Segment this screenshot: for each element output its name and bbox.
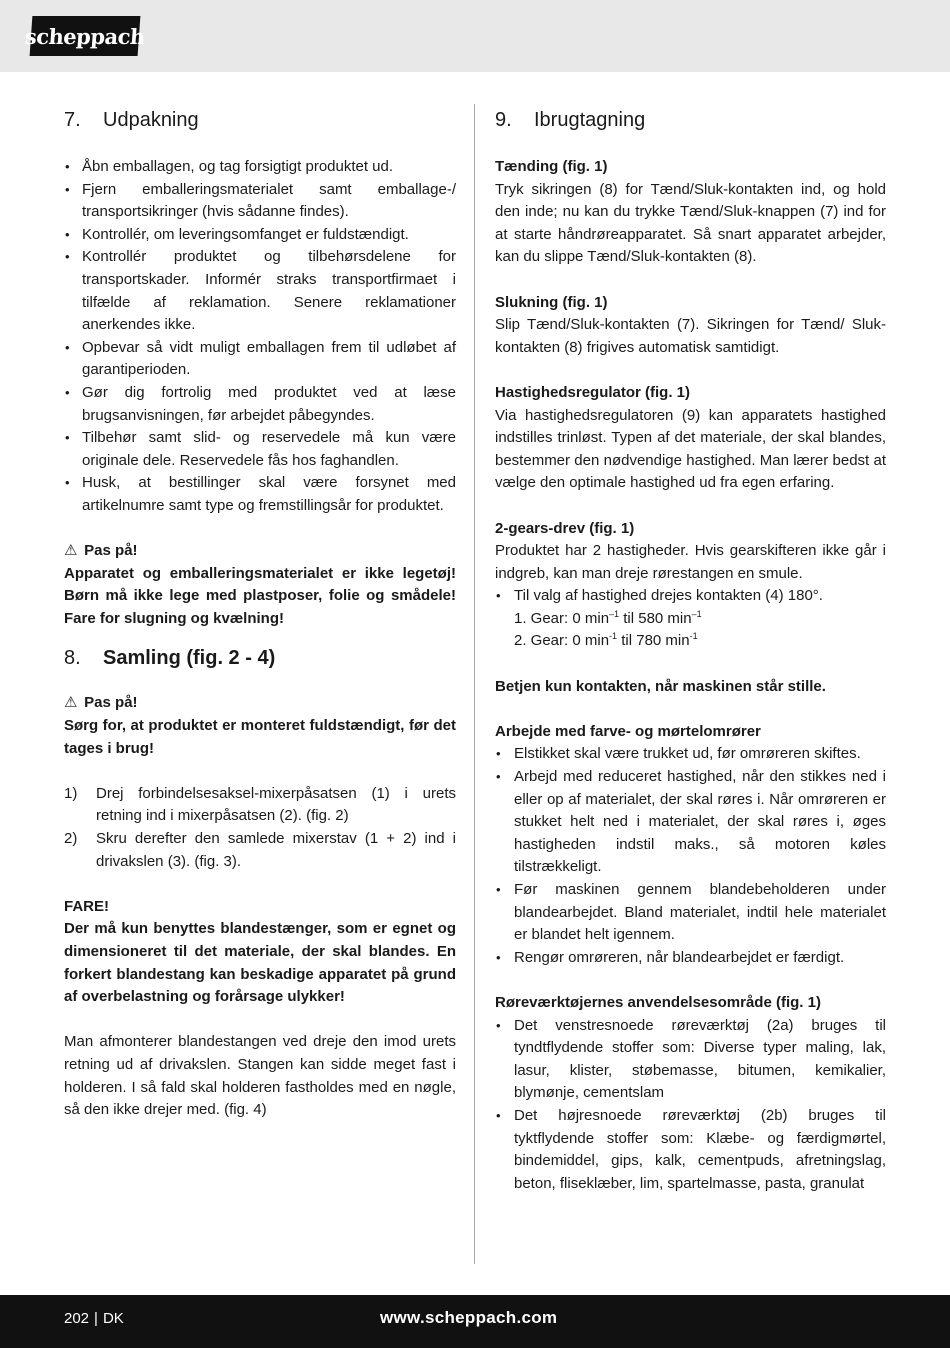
warning-label: Pas på!: [84, 694, 138, 712]
gear-values: [495, 608, 886, 653]
paragraph: Tryk sikringen (8) for Tænd/Sluk-kontakten ind, og hold den inde; nu kan du trykke Tænd/Sluk-knappen (7) ind for at starte håndrøreapparatet. Så snart apparatet arbejder, kan du slippe Tænd/Sluk-kontakten (8).: [495, 180, 886, 266]
gear-1-line: [514, 608, 886, 631]
subheading: Røreværktøjernes anvendelsesområde (fig. 1): [495, 993, 821, 1011]
gear-unit-exponent: -1: [689, 631, 698, 642]
website-link[interactable]: www.scheppach.com: [380, 1308, 558, 1327]
section-number: 9.: [495, 109, 512, 131]
step-number: 2): [64, 830, 78, 848]
assembly-steps: [64, 783, 456, 873]
paragraph: Produktet har 2 hastigheder. Hvis gearskifteren ikke går i indgreb, kan man dreje rørestangen en smule.: [495, 542, 886, 582]
left-column: [64, 106, 456, 1122]
mixer-work-list: [495, 743, 886, 969]
warning-label: Pas på!: [84, 542, 138, 560]
paragraph: Via hastighedsregulatoren (9) kan apparatets hastighed indstilles trinløst. Typen af det materiale, der skal blandes, bestemmer den nødvendige hastighed. Man lærer bedst at vælge den optimale hastighed ud fra egen erfaring.: [495, 406, 886, 492]
separator: |: [94, 1310, 98, 1327]
list-item: • Til valg af hastighed drejes kontakten (4) 180°.: [495, 585, 886, 608]
list-item: • Opbevar så vidt muligt emballagen frem til udløbet af garantiperioden.: [64, 337, 456, 382]
paragraph: Slip Tænd/Sluk-kontakten (7). Sikringen for Tænd/ Sluk-kontakten (8) frigives automatisk samtidigt.: [495, 316, 886, 356]
list-item: • Tilbehør samt slid- og reservedele må kun være originale dele. Reservedele fås hos faghandlen.: [64, 427, 456, 472]
gear-2-line: [514, 630, 886, 653]
danger-title: FARE!: [64, 897, 109, 915]
section-title: Samling (fig. 2 - 4): [103, 647, 276, 670]
page-footer: [0, 1295, 950, 1348]
list-item: • Gør dig fortrolig med produktet ved at læse brugsanvisningen, før arbejdet påbegyndes.: [64, 382, 456, 427]
list-item: • Elstikket skal være trukket ud, før omrøreren skiftes.: [495, 743, 886, 766]
list-item: • Arbejd med reduceret hastighed, når den stikkes ned i eller op af materialet, der skal røres i. Når omrøreren er stukket helt ned i materialet, der skal røres i, øges hastigheden indstil maks., så motoren køles tilstrækkeligt.: [495, 766, 886, 879]
subheading: 2-gears-drev (fig. 1): [495, 519, 635, 537]
warning-heading: [64, 692, 456, 715]
warning-text: Sørg for, at produktet er monteret fuldstændigt, før det tages i brug!: [64, 717, 456, 757]
list-item: • Husk, at bestillinger skal være forsynet med artikelnumre samt type og fremstillingsår for produktet.: [64, 472, 456, 517]
section-number: 8.: [64, 647, 81, 670]
page-header: [0, 0, 950, 72]
right-column: [495, 106, 886, 1195]
section-number: 7.: [64, 109, 81, 131]
list-item: • Kontrollér, om leveringsomfanget er fuldstændigt.: [64, 224, 456, 247]
column-divider: [474, 104, 475, 1264]
list-item: • Åbn emballagen, og tag forsigtigt produktet ud.: [64, 156, 456, 179]
list-item: • Rengør omrøreren, når blandearbejdet er færdigt.: [495, 947, 886, 970]
brand-logo: scheppach: [30, 16, 141, 56]
gear-unit-exponent: -1: [609, 631, 618, 642]
subheading: Slukning (fig. 1): [495, 293, 608, 311]
warning-text: Apparatet og emballeringsmaterialet er ikke legetøj! Børn må ikke lege med plastposer, folie og smådele! Fare for slugning og kvælning!: [64, 564, 456, 627]
danger-text: Der må kun benyttes blandestænger, som er egnet og dimensioneret til det materiale, der skal blandes. En forkert blandestang kan beskadige apparatet på grund af overbelastning og forårsage ulykker!: [64, 920, 456, 1006]
section-9-heading: [495, 106, 886, 134]
gear-text: 2. Gear: 0 min: [514, 632, 610, 650]
step-item: [64, 783, 456, 828]
list-item: • Kontrollér produktet og tilbehørsdelene for transportskader. Informér straks transportfirmaet i tilfælde af reklamation. Senere reklamationer anerkendes ikke.: [64, 246, 456, 336]
list-item: • Før maskinen gennem blandebeholderen under blandearbejdet. Bland materialet, indtil hele materialet er blandet helt igennem.: [495, 879, 886, 947]
section-8-heading: [64, 644, 456, 672]
list-item: • Fjern emballeringsmaterialet samt emballage-/ transportsikringer (hvis sådanne findes).: [64, 179, 456, 224]
gear-text: til 580 min: [619, 609, 692, 627]
step-number: 1): [64, 784, 78, 802]
section-7-heading: [64, 106, 456, 134]
warning-triangle-icon: ⚠: [64, 694, 78, 712]
gear-list: [495, 585, 886, 608]
list-item: • Det højresnoede røreværktøj (2b) bruges til tyktflydende stoffer som: Klæbe- og færdigmørtel, bindemiddel, gips, kalk, cementpuds, afretningslag, beton, fliseklæber, lim, spartelmasse, pasta, granulat: [495, 1105, 886, 1195]
step-item: [64, 828, 456, 873]
application-list: [495, 1015, 886, 1196]
gear-unit-exponent: –1: [609, 608, 620, 619]
gear-text: 1. Gear: 0 min: [514, 609, 610, 627]
gear-text: til 780 min: [617, 632, 690, 650]
section-title: Udpakning: [103, 109, 199, 131]
removal-paragraph: Man afmonterer blandestangen ved dreje den imod urets retning ud af drivakslen. Stangen kan sidde meget fast i holderen. I så fald skal holderen fastholdes med en nøgle, så den ikke drejer med. (fig. 4): [64, 1033, 456, 1119]
operation-note: Betjen kun kontakten, når maskinen står stille.: [495, 677, 826, 695]
unpacking-list: [64, 156, 456, 518]
list-item: • Det venstresnoede røreværktøj (2a) bruges til tyndtflydende stoffer som: Diverse typer maling, lak, lasur, klister, støbemasse, bitumen, kemikalier, blymønje, cementslam: [495, 1015, 886, 1105]
page-number-value: 202: [64, 1310, 90, 1327]
gear-unit-exponent: –1: [691, 608, 702, 619]
subheading: Tænding (fig. 1): [495, 158, 608, 175]
step-text: Skru derefter den samlede mixerstav (1 + 2) ind i drivakslen (3). (fig. 3).: [96, 830, 456, 870]
warning-heading: [64, 540, 456, 563]
step-text: Drej forbindelsesaksel-mixerpåsatsen (1) i urets retning ind i mixerpåsatsen (2). (fig. 2): [96, 784, 456, 825]
language-code: DK: [102, 1310, 124, 1327]
section-title: Ibrugtagning: [534, 109, 646, 131]
page-number: [64, 1310, 124, 1327]
subheading: Hastighedsregulator (fig. 1): [495, 383, 691, 401]
warning-triangle-icon: ⚠: [64, 542, 78, 560]
subheading: Arbejde med farve- og mørtelomrører: [495, 722, 761, 740]
